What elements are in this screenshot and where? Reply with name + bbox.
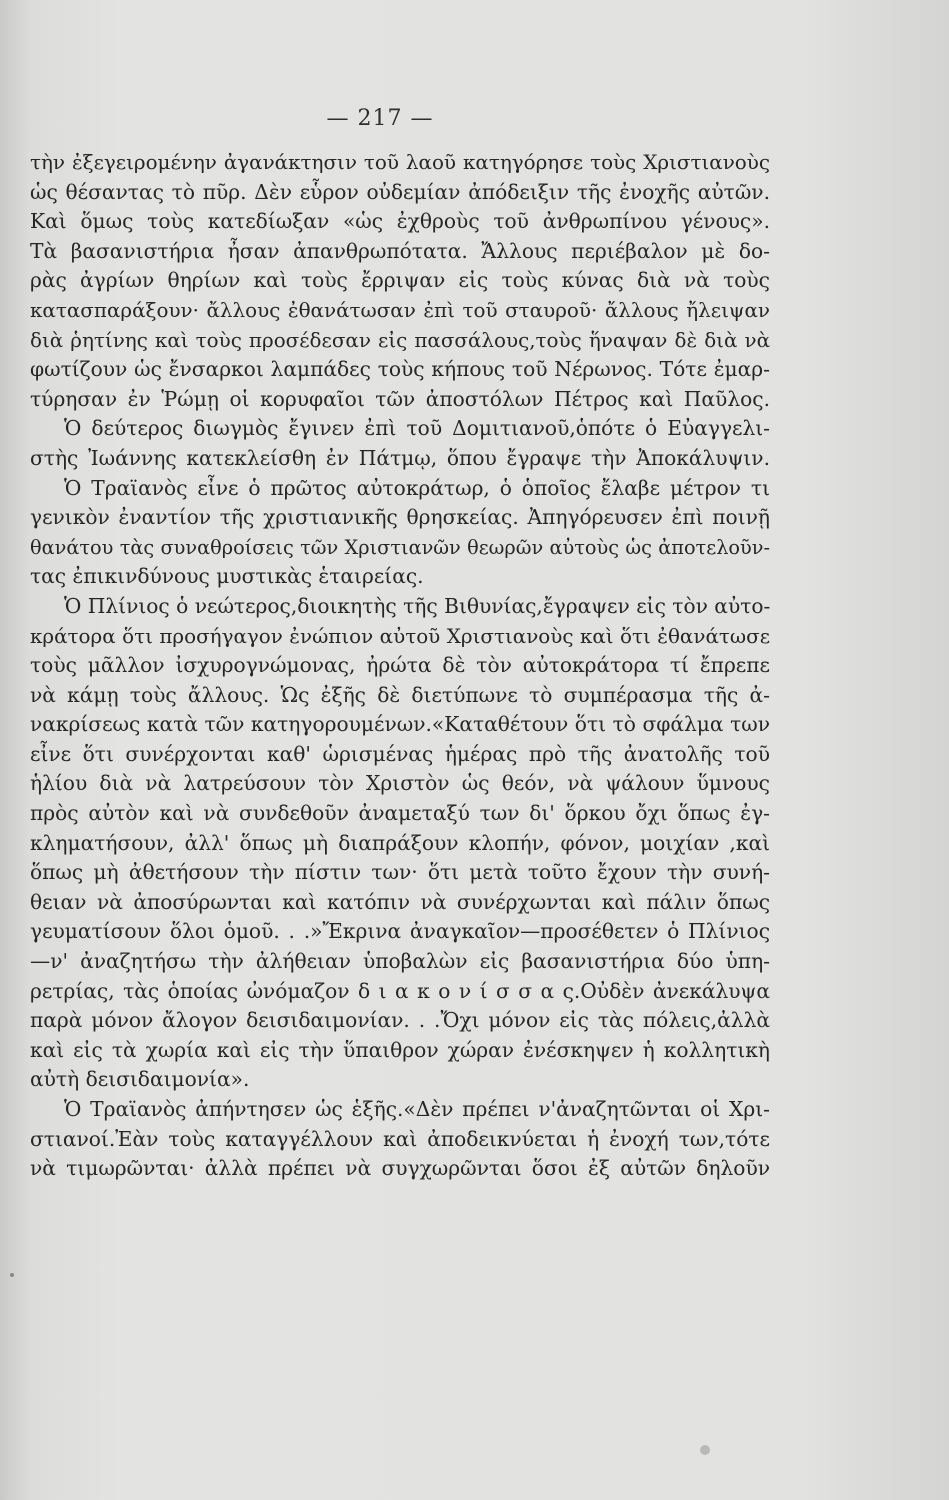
text-line: ρετρίας, τὰς ὁποίας ὠνόμαζον δ ι α κ ο ν ί σ σ α ς.Οὐδὲν ἀνεκάλυψα	[30, 978, 770, 1003]
text-line: αὐτὴ δεισιδαιμονία».	[30, 1067, 250, 1092]
text-line: Καὶ ὅμως τοὺς κατεδίωξαν «ὡς ἐχθροὺς τοῦ ἀνθρωπίνου γένους».	[30, 209, 770, 234]
text-line: τας ἐπικινδύνους μυστικὰς ἑταιρείας.	[30, 564, 424, 589]
text-line: —ν' ἀναζητήσω τὴν ἀλήθειαν ὑποβαλὼν εἰς βασανιστήρια δύο ὑπη-	[30, 949, 770, 974]
text-line: τὴν ἐξεγειρομένην ἀγανάκτησιν τοῦ λαοῦ κατηγόρησε τοὺς Χριστιανοὺς	[30, 151, 770, 174]
text-line: Τὰ βασανιστήρια ἦσαν ἀπανθρωπότατα. Ἄλλους περιέβαλον μὲ δο-	[30, 238, 770, 263]
text-line: καὶ εἰς τὰ χωρία καὶ εἰς τὴν ὕπαιθρον χώραν ἐνέσκηψεν ἡ κολλητικὴ	[30, 1037, 770, 1062]
text-line: ἡλίου διὰ νὰ λατρεύσουν τὸν Χριστὸν ὡς θεόν, νὰ ψάλουν ὕμνους	[30, 771, 770, 796]
text-line: κληματήσουν, ἀλλ' ὅπως μὴ διαπράξουν κλοπήν, φόνον, μοιχίαν ,καὶ	[30, 830, 770, 855]
text-line: νὰ κάμῃ τοὺς ἄλλους. Ὡς ἐξῆς δὲ διετύπωνε τὸ συμπέρασμα τῆς ἀ-	[30, 682, 770, 707]
text-line: ὅπως μὴ ἀθετήσουν τὴν πίστιν των· ὅτι μετὰ τοῦτο ἔχουν τὴν συνή-	[30, 860, 770, 885]
paragraph-start-line: Ὁ δεύτερος διωγμὸς ἔγινεν ἐπὶ τοῦ Δομιτιανοῦ,ὁπότε ὁ Εὐαγγελι-	[64, 416, 770, 441]
text-line: τύρησαν ἐν Ῥώμῃ οἱ κορυφαῖοι τῶν ἀποστόλων Πέτρος καὶ Παῦλος.	[30, 386, 770, 411]
text-line: εἶνε ὅτι συνέρχονται καθ' ὡρισμένας ἡμέρας πρὸ τῆς ἀνατολῆς τοῦ	[30, 741, 770, 766]
paper-speck	[700, 1445, 710, 1455]
text-line: κατασπαράξουν· ἄλλους ἐθανάτωσαν ἐπὶ τοῦ σταυροῦ· ἄλλους ἤλειψαν	[30, 298, 770, 322]
text-line: διὰ ῥητίνης καὶ τοὺς προσέδεσαν εἰς πασσάλους,τοὺς ἥναψαν δὲ διὰ νὰ	[30, 328, 770, 352]
text-line: κράτορα ὅτι προσήγαγον ἐνώπιον αὐτοῦ Χριστιανοὺς καὶ ὅτι ἐθανάτωσε	[30, 624, 770, 648]
page-number: — 217 —	[326, 106, 434, 131]
text-line: ρὰς ἀγρίων θηρίων καὶ τοὺς ἔρριψαν εἰς τοὺς κύνας διὰ νὰ τοὺς	[30, 268, 770, 293]
paper-speck	[10, 1273, 14, 1277]
text-line: φωτίζουν ὡς ἔνσαρκοι λαμπάδες τοὺς κήπους τοῦ Νέρωνος. Τότε ἐμαρ-	[30, 357, 770, 382]
text-line: στὴς Ἰωάννης κατεκλείσθη ἐν Πάτμῳ, ὅπου ἔγραψε τὴν Ἀποκάλυψιν.	[30, 445, 770, 470]
body-text	[30, 148, 770, 1184]
text-line: πρὸς αὐτὸν καὶ νὰ συνδεθοῦν ἀναμεταξύ των δι' ὅρκου ὄχι ὅπως ἐγ-	[30, 801, 770, 826]
text-line: θειαν νὰ ἀποσύρωνται καὶ κατόπιν νὰ συνέρχωνται καὶ πάλιν ὅπως	[30, 889, 770, 914]
text-line: παρὰ μόνον ἄλογον δεισιδαιμονίαν. . .Ὄχι μόνον εἰς τὰς πόλεις,ἀλλὰ	[30, 1008, 770, 1033]
text-line: θανάτου τὰς συναθροίσεις τῶν Χριστιανῶν θεωρῶν αὐτοὺς ὡς ἀποτελοῦν-	[30, 535, 770, 559]
text-line: νὰ τιμωρῶνται· ἀλλὰ πρέπει νὰ συγχωρῶνται ὅσοι ἐξ αὐτῶν δηλοῦν	[30, 1156, 770, 1181]
text-line: γευματίσουν ὅλοι ὁμοῦ. . .»Ἔκρινα ἀναγκαῖον—προσέθετεν ὁ Πλίνιος	[30, 919, 770, 944]
paragraph-start-line: Ὁ Τραϊανὸς ἀπήντησεν ὡς ἑξῆς.«Δὲν πρέπει ν'ἀναζητῶνται οἱ Χρι-	[64, 1097, 770, 1121]
paragraph-start-line: Ὁ Πλίνιος ὁ νεώτερος,διοικητὴς τῆς Βιθυνίας,ἔγραψεν εἰς τὸν αὐτο-	[64, 593, 771, 618]
text-line: γενικὸν ἐναντίον τῆς χριστιανικῆς θρησκείας. Ἀπηγόρευσεν ἐπὶ ποινῇ	[30, 505, 770, 530]
text-line: νακρίσεως κατὰ τῶν κατηγορουμένων.«Καταθέτουν ὅτι τὸ σφάλμα των	[30, 712, 770, 737]
text-line: ὡς θέσαντας τὸ πῦρ. Δὲν εὗρον οὐδεμίαν ἀπόδειξιν τῆς ἐνοχῆς αὐτῶν.	[30, 179, 770, 204]
text-line: τοὺς μᾶλλον ἰσχυρογνώμονας, ἠρώτα δὲ τὸν αὐτοκράτορα τί ἔπρεπε	[30, 653, 770, 678]
text-line: στιανοί.Ἐὰν τοὺς καταγγέλλουν καὶ ἀποδεικνύεται ἡ ἐνοχή των,τότε	[30, 1126, 770, 1151]
paragraph-start-line: Ὁ Τραϊανὸς εἶνε ὁ πρῶτος αὐτοκράτωρ, ὁ ὁποῖος ἔλαβε μέτρον τι	[64, 475, 770, 500]
